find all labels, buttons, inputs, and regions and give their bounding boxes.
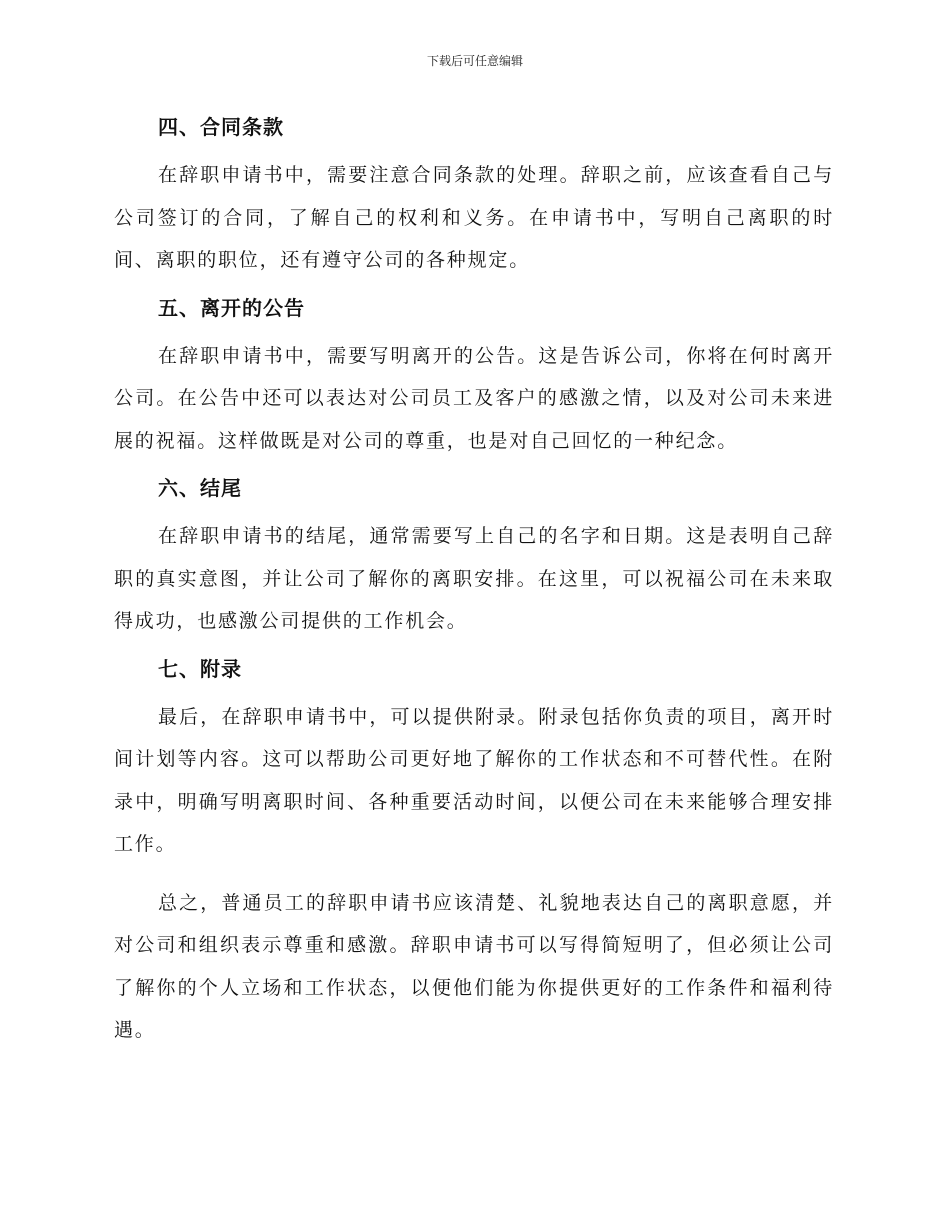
section-heading: 五、离开的公告: [158, 295, 305, 320]
section-paragraph: 在辞职申请书中，需要写明离开的公告。这是告诉公司，你将在何时离开公司。在公告中还可以表达对公司员工及客户的感激之情，以及对公司未来进展的祝福。这样做既是对公司的尊重，也是对自己回忆的一种纪念。: [114, 344, 834, 452]
document-body: [114, 110, 834, 1061]
section-paragraph: 最后，在辞职申请书中，可以提供附录。附录包括你负责的项目，离开时间计划等内容。这可以帮助公司更好地了解你的工作状态和不可替代性。在附录中，明确写明离职时间、各种重要活动时间，以便公司在未来能够合理安排工作。: [114, 705, 834, 855]
section-ending: [114, 471, 834, 643]
section-heading: 四、合同条款: [158, 115, 284, 139]
section-paragraph: 在辞职申请书的结尾，通常需要写上自己的名字和日期。这是表明自己辞职的真实意图，并让公司了解你的离职安排。在这里，可以祝福公司在未来取得成功，也感激公司提供的工作机会。: [114, 525, 834, 632]
section-heading: 七、附录: [158, 656, 242, 681]
section-heading: 六、结尾: [158, 476, 242, 500]
section-paragraph: 在辞职申请书中，需要注意合同条款的处理。辞职之前，应该查看自己与公司签订的合同，了解自己的权利和义务。在申请书中，写明自己离职的时间、离职的职位，还有遵守公司的各种规定。: [114, 164, 834, 271]
section-contract-terms: [114, 110, 834, 282]
section-departure-notice: [114, 291, 834, 463]
section-appendix: [114, 652, 834, 866]
conclusion-paragraph: 总之，普通员工的辞职申请书应该清楚、礼貌地表达自己的离职意愿，并对公司和组织表示尊重和感激。辞职申请书可以写得简短明了，但必须让公司了解你的个人立场和工作状态，以便他们能为你提供更好的工作条件和福利待遇。: [114, 891, 834, 1041]
header-note: 下载后可任意编辑: [426, 54, 523, 68]
